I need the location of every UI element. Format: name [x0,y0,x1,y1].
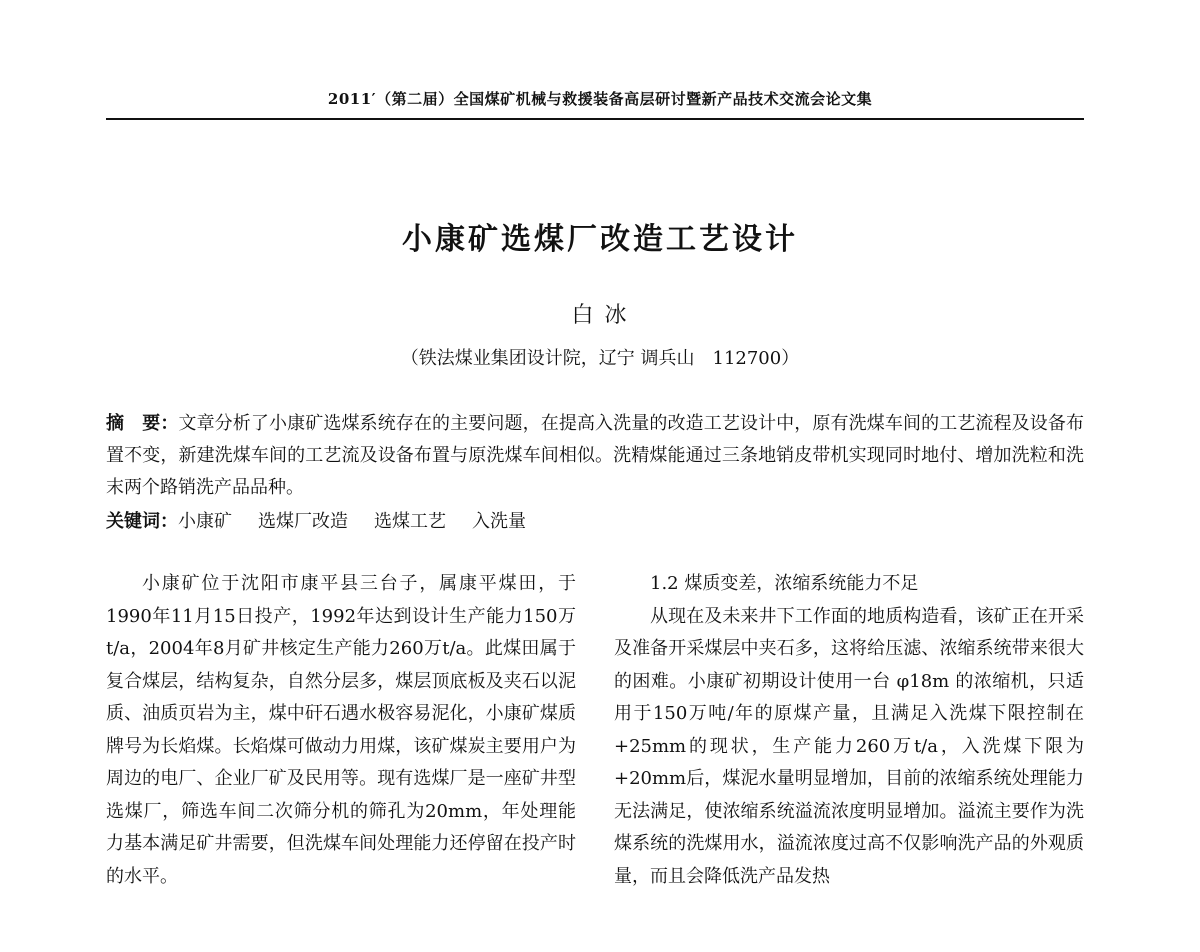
section-heading: 1.2 煤质变差，浓缩系统能力不足 [650,573,919,594]
body-paragraph: 小康矿位于沈阳市康平县三台子，属康平煤田，于1990年11月15日投产，1992年达到设计生产能力150万t/a，2004年8月矿井核定生产能力260万t/a。此煤田属于复合煤层，结构复杂，自然分层多，煤层顶底板及夹石以泥质、油质页岩为主，煤中矸石遇水极容易泥化，小康矿煤质牌号为长焰煤。长焰煤可做动力用煤，该矿煤炭主要用户为周边的电厂、企业厂矿及民用等。现有选煤厂是一座矿井型选煤厂，筛选车间二次筛分机的筛孔为20mm，年处理能力基本满足矿井需要，但洗煤车间处理能力还停留在投产时的水平。 [106,573,576,887]
abstract-text: 文章分析了小康矿选煤系统存在的主要问题，在提高入洗量的改造工艺设计中，原有洗煤车间的工艺流程及设备布置不变，新建洗煤车间的工艺流及设备布置与原洗煤车间相似。洗精煤能通过三条地销皮带机实现同时地付、增加洗粒和洗末两个路销洗产品品种。 [106,413,1084,498]
body-paragraph: 从现在及未来井下工作面的地质构造看，该矿正在开采及准备开采煤层中夹石多，这将给压滤、浓缩系统带来很大的困难。小康矿初期设计使用一台 φ18m 的浓缩机，只适用于150万吨/年的原煤产量，且满足入洗煤下限控制在+25mm的现状，生产能力260万t/a，入洗煤下限为+20mm后，煤泥水量明显增加，目前的浓缩系统处理能力无法满足，使浓缩系统溢流浓度明显增加。溢流主要作为洗煤系统的洗煤用水，溢流浓度过高不仅影响洗产品的外观质量，而且会降低洗产品发热 [614,605,1084,887]
running-header: 2011′（第二届）全国煤矿机械与救援装备高层研讨暨新产品技术交流会论文集 [327,90,873,108]
keyword-item: 小康矿 [178,511,232,532]
keyword-item: 选煤厂改造 [258,511,348,532]
left-column [106,568,576,893]
abstract-label: 摘 要： [106,413,179,434]
header-rule [106,118,1084,120]
keywords-label: 关键词： [106,511,178,532]
keyword-item: 选煤工艺 [374,511,446,532]
author-name: 白 冰 [571,303,629,328]
right-column [614,568,1084,893]
keywords [106,506,1084,538]
affiliation: （铁法煤业集团设计院，辽宁 调兵山 112700） [400,348,800,369]
keyword-item: 入洗量 [472,511,526,532]
paper-title: 小康矿选煤厂改造工艺设计 [402,222,798,257]
abstract [106,408,1084,504]
